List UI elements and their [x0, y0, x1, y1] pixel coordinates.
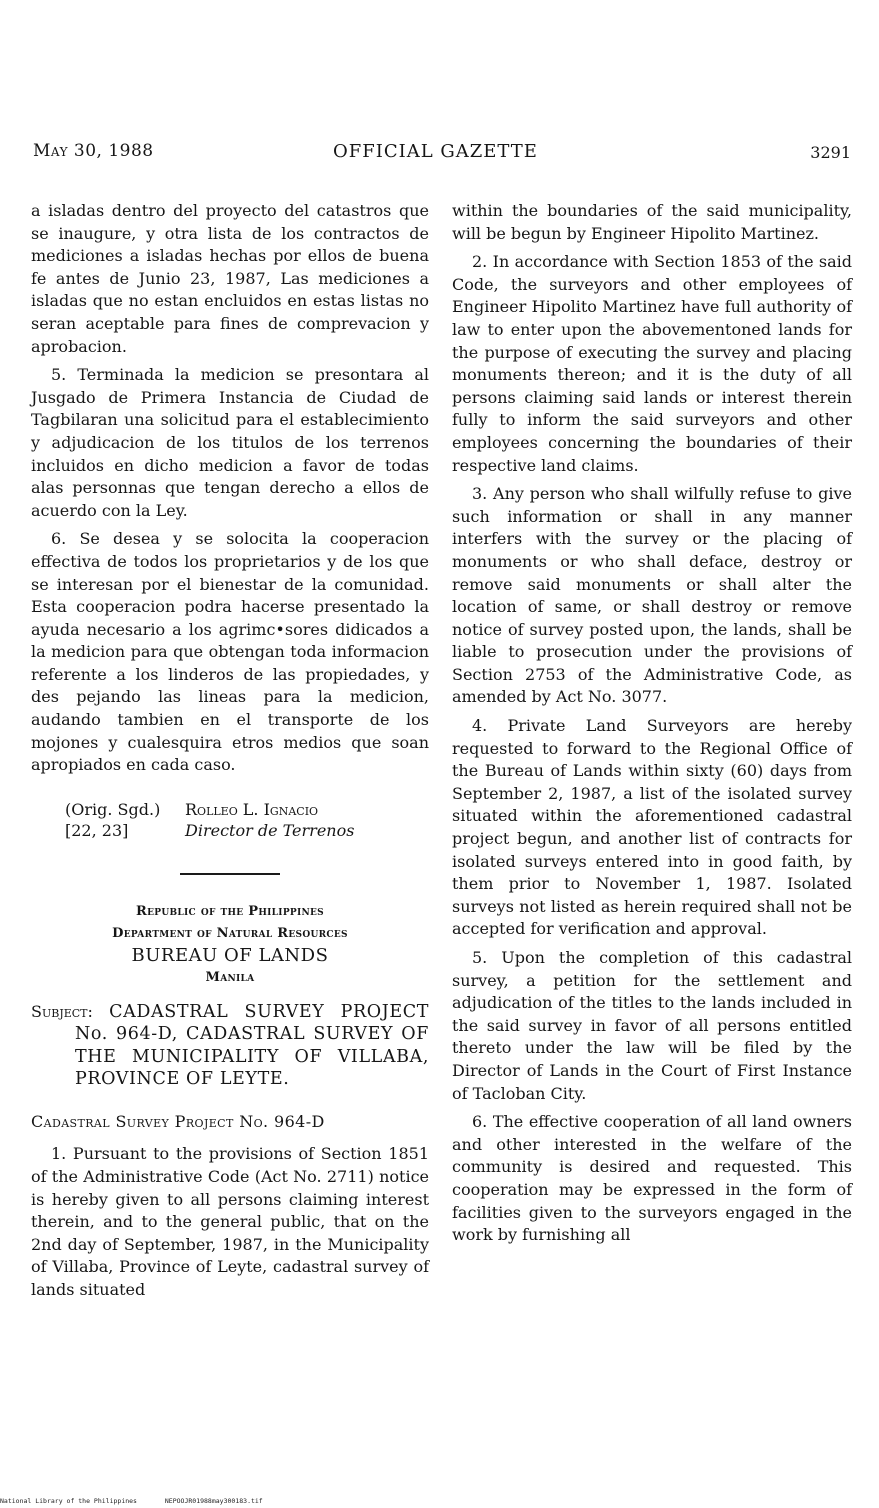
agency-department: Department of Natural Resources — [112, 925, 348, 941]
right-paragraph-continued: within the boundaries of the said municipality, will be begun by Engineer Hipolito Martinez. — [452, 201, 852, 243]
agency-city: Manila — [205, 969, 255, 985]
right-paragraph-6: 6. The effective cooperation of all land owners and other interested in the welfare of the community is desired and requested. This cooperation may be expressed in the form of facilities given to the surveyors engaged in the work by furnishing all — [452, 1112, 852, 1245]
left-column — [31, 200, 429, 1308]
page-header — [33, 141, 851, 167]
subject-label: Subject: — [31, 1001, 93, 1021]
header-date: May 30, 1988 — [33, 141, 154, 161]
signature-block — [31, 799, 429, 841]
signature-title: Director de Terrenos — [185, 820, 355, 840]
left-paragraph-1: 1. Pursuant to the provisions of Section 1851 of the Administrative Code (Act No. 2711) notice is hereby given to all persons claiming interest therein, and to the general public, that on the 2nd day of September, 1987, in the Municipality of Villaba, Province of Leyte, cadastral survey of lands situated — [31, 1144, 429, 1299]
section-divider — [180, 873, 280, 875]
header-title: OFFICIAL GAZETTE — [333, 141, 538, 162]
footer-library: National Library of the Philippines — [0, 1497, 137, 1505]
subject-text: CADASTRAL SURVEY PROJECT No. 964-D, CADASTRAL SURVEY OF THE MUNICIPALITY OF VILLABA, PROVINCE OF LEYTE. — [75, 1001, 429, 1090]
right-paragraph-5: 5. Upon the completion of this cadastral survey, a petition for the settlement and adjudication of the titles to the lands included in the said survey in favor of all persons entitled thereto under the law will be filed by the Director of Lands in the Court of First Instance of Tacloban City. — [452, 948, 852, 1103]
signature-orig: (Orig. Sgd.) — [65, 799, 161, 819]
footer-file: NEPOOJR01988may300183.tif — [164, 1497, 263, 1505]
left-paragraph-5: 5. Terminada la medicion se presontara al Jusgado de Primera Instancia de Ciudad de Tagbilaran una solicitud para el establecimiento y adjudicacion de los titulos de los terrenos incluidos en dicho medicion a favor de todas alas personnas que tengan derecho a ellos de acuerdo con la Ley. — [31, 365, 429, 520]
left-paragraph-continued: a isladas dentro del proyecto del catastros que se inaugure, y otra lista de los contractos de mediciones a isladas hechas por ellos de buena fe antes de Junio 23, 1987, Las mediciones a isladas que no estan encluidos en estas listas no seran aceptable para fines de comprevacion y aprobacion. — [31, 201, 429, 356]
scan-footer — [0, 1497, 287, 1505]
signature-ref: [22, 23] — [65, 820, 129, 840]
project-heading: Cadastral Survey Project No. 964-D — [31, 1111, 325, 1131]
right-paragraph-4: 4. Private Land Surveyors are hereby requested to forward to the Regional Office of the Bureau of Lands within sixty (60) days from September 2, 1987, a list of the isolated survey situated within the aforementioned cadastral project begun, and another list of contracts for isolated surveys entered into in good faith, by them prior to November 1, 1987. Isolated surveys not listed as herein required shall not be accepted for verification and approval. — [452, 716, 852, 939]
left-paragraph-6: 6. Se desea y se solocita la cooperacion effectiva de todos los proprietarios y de los que se interesan por el bienestar de la comunidad. Esta cooperacion podra hacerse presentado la ayuda necesario a los agrimc•sores didicados a la medicion para que obtengan toda informacion referente a los linderos de las propiedades, y des pejando las lineas para la medicion, audando tambien en el transporte de los mojones y cualesquira etros medios que soan apropiados en cada caso. — [31, 529, 429, 775]
right-paragraph-3: 3. Any person who shall wilfully refuse to give such information or shall in any manner interfers with the survey or the placing of monuments or who shall deface, destroy or remove said monuments or shall alter the location of same, or shall destroy or remove notice of survey posted upon, the lands, shall be liable to prosecution under the provisions of Section 2753 of the Administrative Code, as amended by Act No. 3077. — [452, 484, 852, 707]
agency-block — [31, 901, 429, 989]
right-column — [452, 200, 852, 1253]
signature-name: Rolleo L. Ignacio — [185, 799, 319, 819]
agency-bureau: BUREAU OF LANDS — [131, 944, 329, 966]
subject-line — [31, 1001, 429, 1091]
header-page-number: 3291 — [810, 143, 851, 162]
agency-republic: Republic of the Philippines — [136, 903, 324, 919]
right-paragraph-2: 2. In accordance with Section 1853 of the said Code, the surveyors and other employees of Engineer Hipolito Martinez have full authority of law to enter upon the abovementoned lands for the purpose of executing the survey and placing monuments thereon; and it is the duty of all persons claiming said lands or interest therein fully to inform the said surveyors and other employees concerning the boundaries of their respective land claims. — [452, 252, 852, 475]
